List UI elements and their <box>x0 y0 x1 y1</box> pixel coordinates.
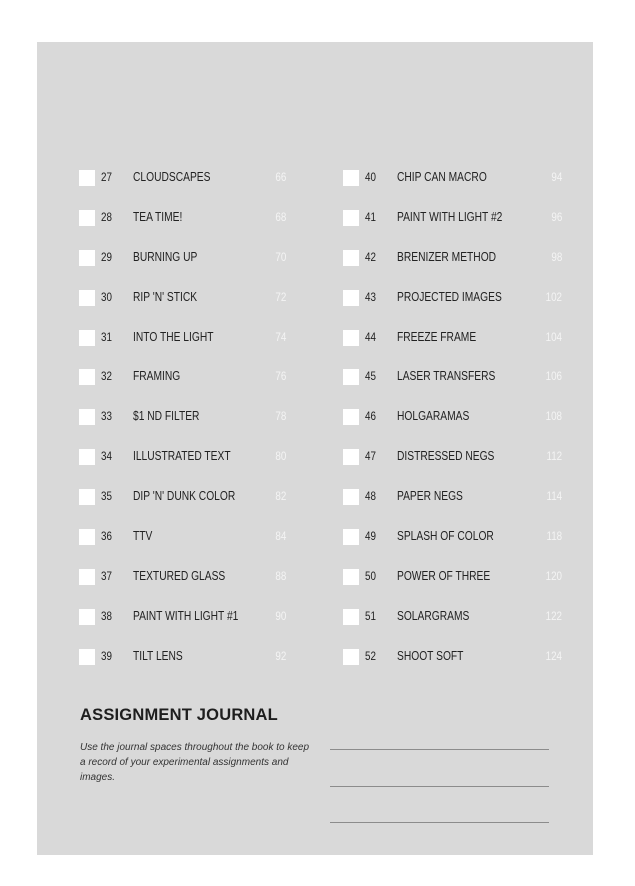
assignment-page-number: 98 <box>551 249 562 264</box>
assignment-title: INTO THE LIGHT <box>133 329 214 344</box>
assignment-checkbox[interactable] <box>79 290 95 306</box>
assignment-page-number: 84 <box>275 529 286 544</box>
assignment-page-number: 120 <box>545 568 562 583</box>
assignment-title: SHOOT SOFT <box>397 648 464 663</box>
assignment-title: TEA TIME! <box>133 209 183 224</box>
assignment-checkbox[interactable] <box>343 290 359 306</box>
assignment-checkbox[interactable] <box>79 609 95 625</box>
assignment-title: TEXTURED GLASS <box>133 568 226 583</box>
assignment-page-number: 68 <box>275 209 286 224</box>
assignment-title: BRENIZER METHOD <box>397 249 497 264</box>
assignment-row <box>79 206 319 246</box>
assignment-title: LASER TRANSFERS <box>397 369 496 384</box>
assignment-checkbox[interactable] <box>79 330 95 346</box>
assignment-title: FREEZE FRAME <box>397 329 477 344</box>
assignment-row <box>343 405 583 445</box>
assignment-title: TILT LENS <box>133 648 183 663</box>
assignment-checkbox[interactable] <box>343 449 359 465</box>
assignment-title: CLOUDSCAPES <box>133 170 211 184</box>
assignment-row <box>343 485 583 525</box>
assignment-checkbox[interactable] <box>343 409 359 425</box>
assignment-checkbox[interactable] <box>343 170 359 186</box>
assignment-page-number: 104 <box>545 329 562 344</box>
assignment-checkbox[interactable] <box>343 489 359 505</box>
assignment-number: 35 <box>101 489 112 504</box>
assignment-row <box>79 445 319 485</box>
assignment-number: 50 <box>365 568 376 583</box>
assignment-row <box>79 286 319 326</box>
assignment-title: DIP 'N' DUNK COLOR <box>133 489 236 504</box>
assignment-title: PAINT WITH LIGHT #2 <box>397 209 503 224</box>
assignment-number: 32 <box>101 369 112 384</box>
assignment-row <box>79 605 319 645</box>
assignment-checkbox[interactable] <box>79 649 95 665</box>
journal-instructions: Use the journal spaces throughout the book to keep a record of your experimental assignments and images. <box>80 742 310 783</box>
assignment-page-number: 82 <box>275 489 286 504</box>
assignment-title: CHIP CAN MACRO <box>397 170 487 184</box>
assignment-row <box>79 565 319 605</box>
assignment-number: 40 <box>365 170 376 184</box>
assignment-number: 27 <box>101 170 112 184</box>
assignment-page-number: 88 <box>275 568 286 583</box>
assignment-title: DISTRESSED NEGS <box>397 449 495 464</box>
assignment-row <box>79 246 319 286</box>
assignment-number: 33 <box>101 409 112 424</box>
assignment-list-right <box>343 166 583 685</box>
assignment-row <box>343 645 583 685</box>
assignment-page-number: 78 <box>275 409 286 424</box>
assignment-row <box>79 166 319 206</box>
assignment-page-number: 94 <box>551 170 562 184</box>
assignment-row <box>79 326 319 366</box>
assignment-page-number: 90 <box>275 608 286 623</box>
assignment-title: RIP 'N' STICK <box>133 289 198 304</box>
assignment-number: 31 <box>101 329 112 344</box>
assignment-checkbox[interactable] <box>79 369 95 385</box>
assignment-title: FRAMING <box>133 369 181 384</box>
journal-heading: ASSIGNMENT JOURNAL <box>80 706 278 724</box>
assignment-number: 49 <box>365 529 376 544</box>
assignment-number: 38 <box>101 608 112 623</box>
assignment-checkbox[interactable] <box>343 210 359 226</box>
assignment-checkbox[interactable] <box>343 649 359 665</box>
assignment-checkbox[interactable] <box>79 210 95 226</box>
assignment-row <box>343 326 583 366</box>
assignment-page-number: 102 <box>545 289 562 304</box>
assignment-number: 51 <box>365 608 376 623</box>
assignment-title: TTV <box>133 529 153 544</box>
journal-writing-line[interactable] <box>330 822 549 823</box>
assignment-number: 46 <box>365 409 376 424</box>
assignment-number: 37 <box>101 568 112 583</box>
assignment-checkbox[interactable] <box>343 250 359 266</box>
assignment-title: $1 ND FILTER <box>133 409 200 424</box>
assignment-row <box>79 365 319 405</box>
assignment-page-number: 96 <box>551 209 562 224</box>
assignment-title: PROJECTED IMAGES <box>397 289 502 304</box>
assignment-checkbox[interactable] <box>343 529 359 545</box>
assignment-row <box>343 206 583 246</box>
assignment-checkbox[interactable] <box>79 529 95 545</box>
assignment-row <box>343 565 583 605</box>
assignment-page-number: 76 <box>275 369 286 384</box>
assignment-row <box>343 246 583 286</box>
assignment-title: BURNING UP <box>133 249 198 264</box>
assignment-list-left <box>79 166 319 685</box>
assignment-number: 43 <box>365 289 376 304</box>
assignment-title: PAPER NEGS <box>397 489 463 504</box>
assignment-checkbox[interactable] <box>79 449 95 465</box>
assignment-page-number: 106 <box>545 369 562 384</box>
assignment-row <box>343 365 583 405</box>
assignment-number: 30 <box>101 289 112 304</box>
assignment-number: 45 <box>365 369 376 384</box>
assignment-number: 48 <box>365 489 376 504</box>
assignment-title: PAINT WITH LIGHT #1 <box>133 608 239 623</box>
assignment-number: 47 <box>365 449 376 464</box>
assignment-checkbox[interactable] <box>79 409 95 425</box>
assignment-number: 52 <box>365 648 376 663</box>
assignment-row <box>79 405 319 445</box>
assignment-number: 44 <box>365 329 376 344</box>
assignment-number: 34 <box>101 449 112 464</box>
journal-writing-line[interactable] <box>330 749 549 750</box>
assignment-title: ILLUSTRATED TEXT <box>133 449 231 464</box>
assignment-number: 41 <box>365 209 376 224</box>
assignment-page-number: 122 <box>545 608 562 623</box>
assignment-row <box>79 645 319 685</box>
assignment-title: SOLARGRAMS <box>397 608 470 623</box>
assignment-page-number: 80 <box>275 449 286 464</box>
assignment-row <box>343 445 583 485</box>
assignment-page-number: 112 <box>546 449 562 464</box>
assignment-page-number: 108 <box>545 409 562 424</box>
assignment-number: 42 <box>365 249 376 264</box>
assignment-row <box>79 485 319 525</box>
assignment-checkbox[interactable] <box>79 569 95 585</box>
assignment-page-number: 72 <box>275 289 286 304</box>
assignment-row <box>343 166 583 206</box>
assignment-page-number: 118 <box>546 529 562 544</box>
assignment-number: 29 <box>101 249 112 264</box>
assignment-title: SPLASH OF COLOR <box>397 529 494 544</box>
assignment-page-number: 124 <box>545 648 562 663</box>
assignment-checkbox[interactable] <box>79 250 95 266</box>
assignment-page-number: 74 <box>275 329 286 344</box>
journal-writing-line[interactable] <box>330 786 549 787</box>
assignment-number: 28 <box>101 209 112 224</box>
assignment-number: 39 <box>101 648 112 663</box>
assignment-checkbox[interactable] <box>343 609 359 625</box>
assignment-row <box>343 525 583 565</box>
assignment-checkbox[interactable] <box>79 489 95 505</box>
assignment-page-number: 92 <box>275 648 286 663</box>
assignment-page-number: 114 <box>546 489 562 504</box>
assignment-title: HOLGARAMAS <box>397 409 470 424</box>
assignment-row <box>343 286 583 326</box>
assignment-title: POWER OF THREE <box>397 568 491 583</box>
assignment-row <box>79 525 319 565</box>
assignment-checkbox[interactable] <box>343 330 359 346</box>
assignment-page-number: 66 <box>275 170 286 184</box>
assignment-checkbox[interactable] <box>79 170 95 186</box>
journal-page <box>37 42 593 855</box>
assignment-page-number: 70 <box>275 249 286 264</box>
assignment-checkbox[interactable] <box>343 569 359 585</box>
assignment-row <box>343 605 583 645</box>
assignment-checkbox[interactable] <box>343 369 359 385</box>
assignment-number: 36 <box>101 529 112 544</box>
